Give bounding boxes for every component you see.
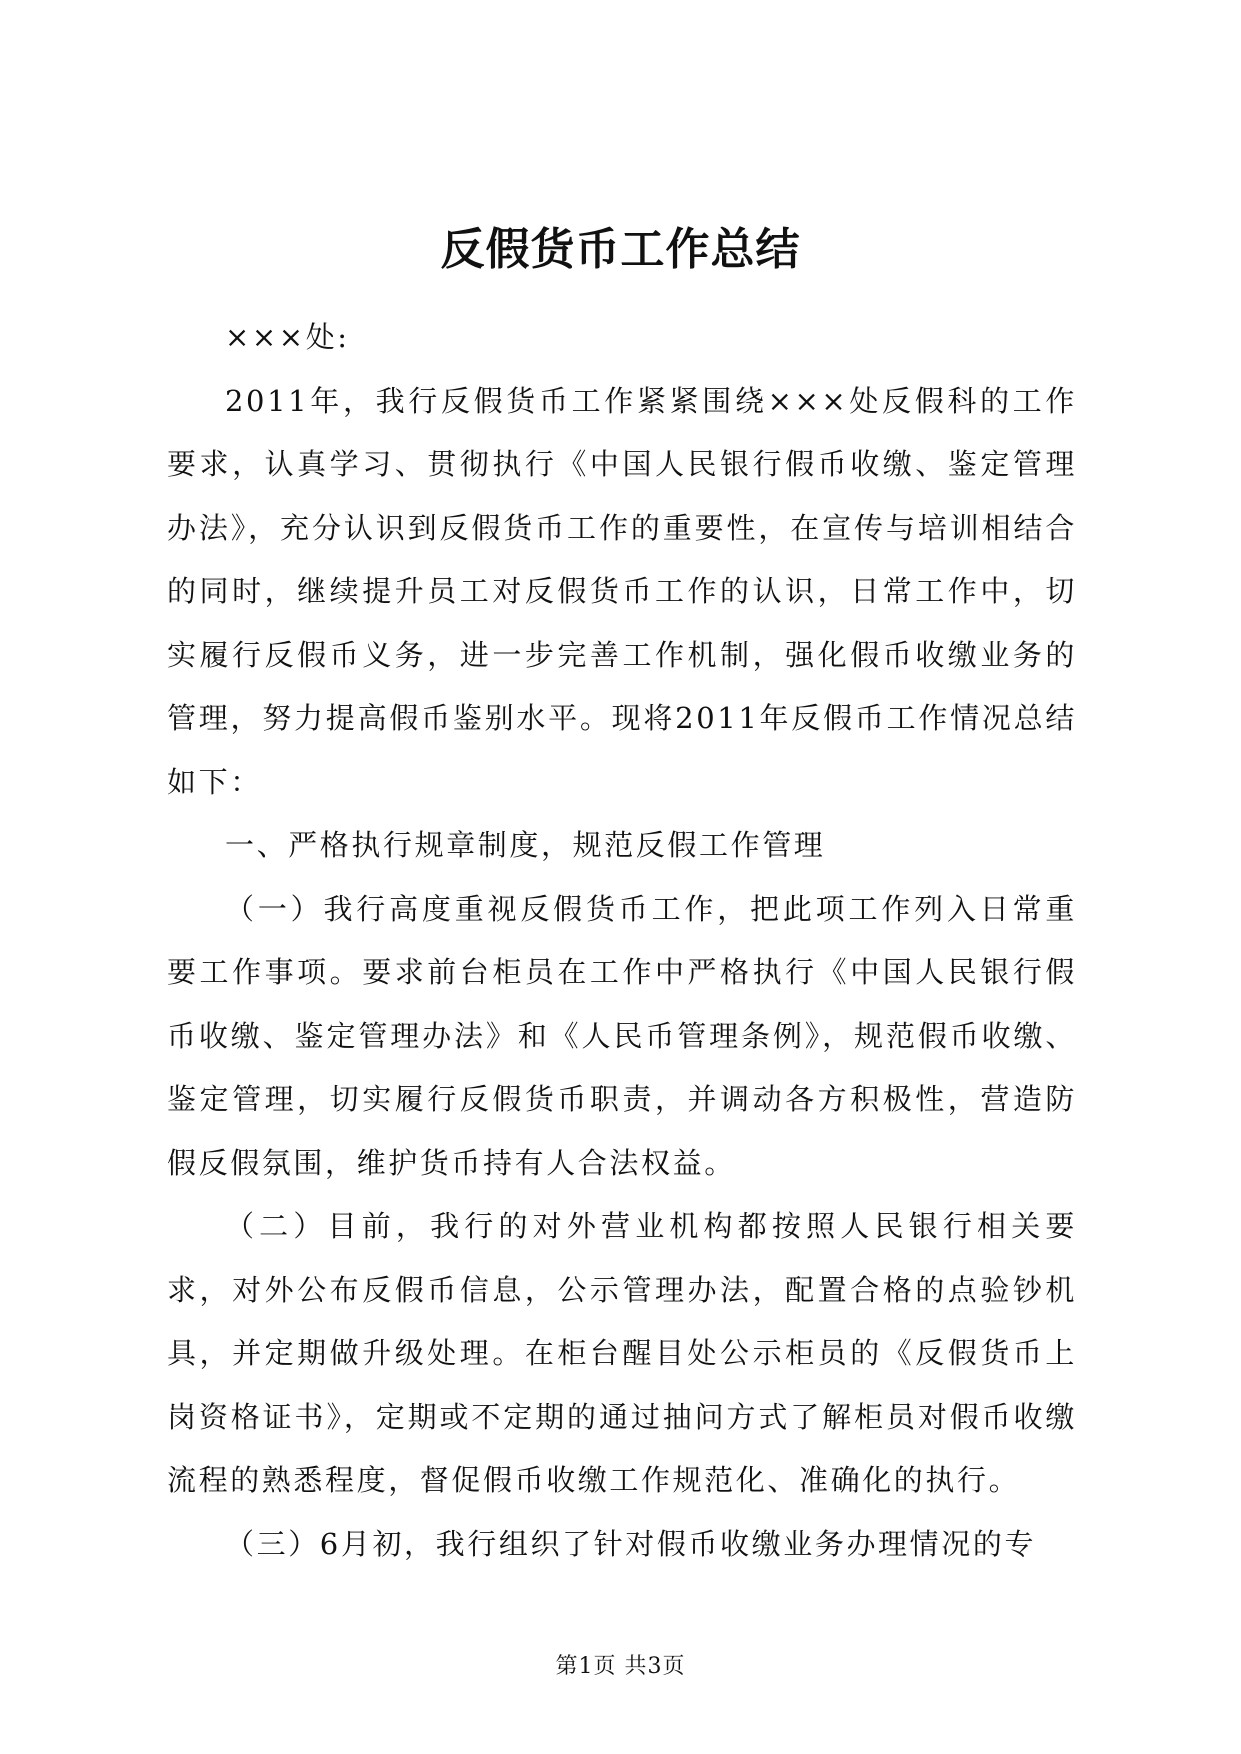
- document-title: 反假货币工作总结: [440, 224, 801, 275]
- paragraph-item-1: （一）我行高度重视反假货币工作，把此项工作列入日常重要工作事项。要求前台柜员在工作中严格执行《中国人民银行假币收缴、鉴定管理办法》和《人民币管理条例》，规范假币收缴、鉴定管理，切实履行反假货币职责，并调动各方积极性，营造防假反假氛围，维护货币持有人合法权益。: [167, 891, 1077, 1180]
- section-heading: 一、严格执行规章制度，规范反假工作管理: [225, 828, 826, 862]
- salutation: ×××处:: [225, 320, 350, 354]
- paragraph-intro: 2011年，我行反假货币工作紧紧围绕×××处反假科的工作要求，认真学习、贯彻执行《中国人民银行假币收缴、鉴定管理办法》，充分认识到反假货币工作的重要性，在宣传与培训相结合的同时，继续提升员工对反假货币工作的认识，日常工作中，切实履行反假币义务，进一步完善工作机制，强化假币收缴业务的管理，努力提高假币鉴别水平。现将2011年反假币工作情况总结如下：: [167, 383, 1077, 799]
- paragraph-item-3: （三）6月初，我行组织了针对假币收缴业务办理情况的专: [225, 1526, 1037, 1561]
- paragraph-item-2: （二）目前，我行的对外营业机构都按照人民银行相关要求，对外公布反假币信息，公示管理办法，配置合格的点验钞机具，并定期做升级处理。在柜台醒目处公示柜员的《反假货币上岗资格证书》，定期或不定期的通过抽问方式了解柜员对假币收缴流程的熟悉程度，督促假币收缴工作规范化、准确化的执行。: [167, 1209, 1077, 1497]
- page-number-footer: 第1页 共3页: [555, 1654, 686, 1679]
- document-body: [167, 306, 1077, 1576]
